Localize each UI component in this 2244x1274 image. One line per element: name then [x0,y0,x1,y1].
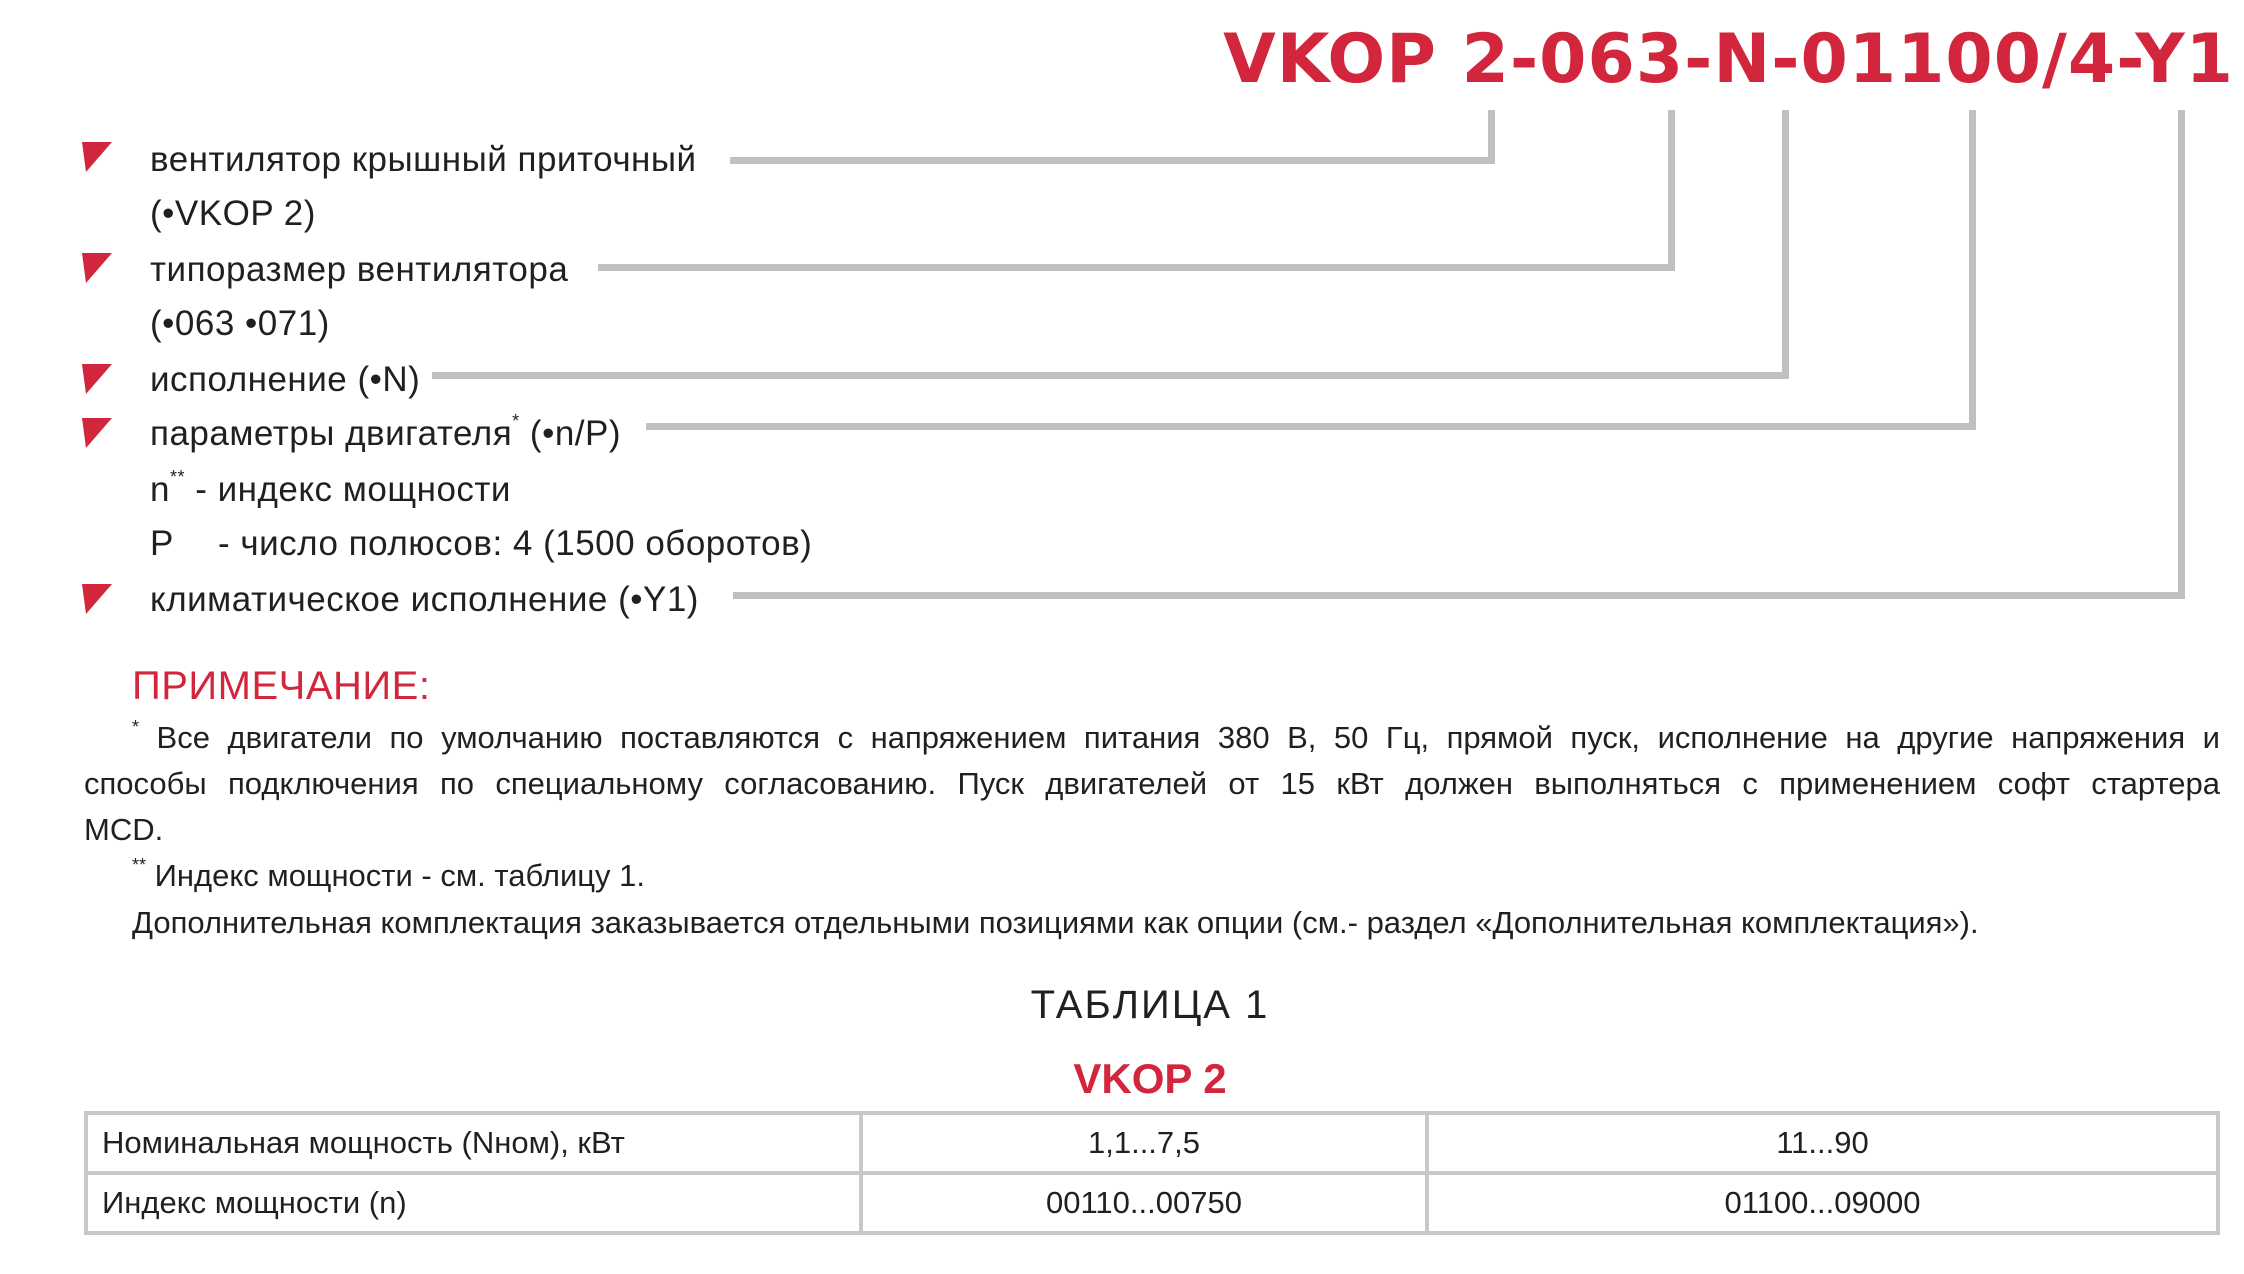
motor-params-sup: * [512,411,520,431]
note-star1-text: Все двигатели по умолчанию поставляются с напряжением питания 380 В, 50 Гц, прямой пуск, исполнение на другие напряжения и [139,720,2220,755]
table-cell-label: Номинальная мощность (Nном), кВт [86,1113,861,1173]
leader-horizontal-5 [733,592,2185,599]
red-triangle-icon [82,364,112,394]
table-row [86,1113,2218,1173]
legend-item-climate: климатическое исполнение (•Y1) [150,580,699,619]
leader-horizontal-4 [646,423,1976,430]
legend-item-execution: исполнение (•N) [150,360,421,399]
motor-params-label: параметры двигателя [150,414,513,453]
table-cell: 11...90 [1427,1113,2218,1173]
power-index-text: - индекс мощности [184,470,511,509]
red-triangle-icon [82,142,112,172]
table-title: ТАБЛИЦА 1 [1030,983,1270,1027]
red-triangle-icon [82,253,112,283]
legend-item-fan-size: типоразмер вентилятора [150,250,569,289]
note-star1-line3: MCD. [84,812,164,847]
note-options: Дополнительная комплектация заказывается отдельными позициями как опции (см.- раздел «Дополнительная комплектация»). [132,905,1979,940]
leader-vertical-3 [1782,110,1789,379]
note-star1-sup: * [132,717,140,737]
leader-vertical-2 [1668,110,1675,271]
motor-params-code: (•n/P) [519,414,622,453]
note-star2 [132,855,645,893]
legend-item-fan-type-detail: (•VKOP 2) [150,194,316,233]
power-index-sup: ** [169,467,185,487]
red-triangle-icon [82,584,112,614]
model-code: VKOP 2-063-N-01100/4-Y1 [1223,20,2234,99]
note-star2-sup: ** [132,855,147,875]
legend-item-fan-size-detail: (•063 •071) [150,304,330,343]
leader-horizontal-3 [432,372,1789,379]
leader-vertical-1 [1488,110,1495,164]
legend-item-fan-type: вентилятор крышный приточный [150,140,697,179]
leader-vertical-4 [1969,110,1976,430]
legend-item-power-index [150,467,511,509]
leader-vertical-5 [2178,110,2185,599]
legend-item-poles-text: - число полюсов: 4 (1500 оборотов) [218,524,813,563]
table-cell-label: Индекс мощности (n) [86,1173,861,1233]
table-row [86,1173,2218,1233]
note-star2-text: Индекс мощности - см. таблицу 1. [146,858,645,893]
legend-item-poles-letter: P [150,524,174,563]
note-star1-line2: способы подключения по специальному согласованию. Пуск двигателей от 15 кВт должен выполняться с применением софт стартера [84,766,2220,801]
leader-horizontal-2 [598,264,1675,271]
red-triangle-icon [82,418,112,448]
table-cell: 01100...09000 [1427,1173,2218,1233]
power-index-letter: n [150,470,170,509]
power-table [84,1111,2220,1235]
table-cell: 00110...00750 [861,1173,1427,1233]
leader-horizontal-1 [730,157,1495,164]
table-cell: 1,1...7,5 [861,1113,1427,1173]
legend-item-motor-params [150,411,622,453]
note-star1-line1 [84,717,2220,755]
table-subtitle: VKOP 2 [1073,1055,1227,1102]
note-title: ПРИМЕЧАНИЕ: [132,664,431,708]
